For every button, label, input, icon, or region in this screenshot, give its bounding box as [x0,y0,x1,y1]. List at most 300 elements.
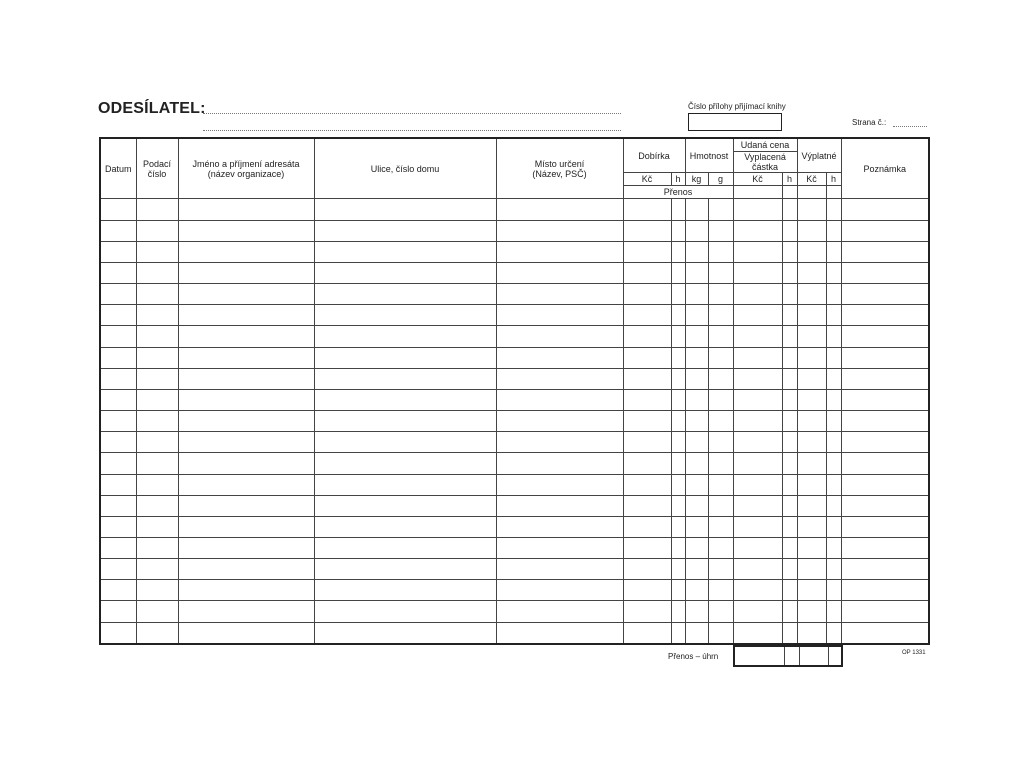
table-cell[interactable] [136,368,178,389]
table-cell[interactable] [826,241,841,262]
table-cell[interactable] [797,262,826,283]
table-cell[interactable] [797,474,826,495]
table-cell[interactable] [708,220,733,241]
table-cell[interactable] [314,601,496,622]
table-cell[interactable] [671,495,685,516]
table-cell[interactable] [782,199,797,220]
table-cell[interactable] [826,432,841,453]
table-cell[interactable] [314,537,496,558]
table-cell[interactable] [685,241,708,262]
table-cell[interactable] [100,220,136,241]
table-cell[interactable] [685,262,708,283]
table-cell[interactable] [314,347,496,368]
table-cell[interactable] [100,368,136,389]
table-cell[interactable] [178,559,314,580]
table-cell[interactable] [685,622,708,644]
table-cell[interactable] [826,305,841,326]
table-cell[interactable] [496,474,623,495]
table-cell[interactable] [623,262,671,283]
table-cell[interactable] [841,220,929,241]
table-cell[interactable] [178,622,314,644]
table-cell[interactable] [671,580,685,601]
table-cell[interactable] [623,347,671,368]
table-cell[interactable] [782,516,797,537]
table-cell[interactable] [708,305,733,326]
table-cell[interactable] [733,368,782,389]
table-cell[interactable] [733,220,782,241]
attachment-number-field[interactable] [688,113,782,131]
table-cell[interactable] [797,559,826,580]
table-cell[interactable] [826,453,841,474]
table-cell[interactable] [314,368,496,389]
table-cell[interactable] [178,241,314,262]
table-cell[interactable] [496,305,623,326]
table-cell[interactable] [496,220,623,241]
table-cell[interactable] [623,622,671,644]
table-cell[interactable] [782,389,797,410]
table-cell[interactable] [136,220,178,241]
table-cell[interactable] [826,220,841,241]
table-cell[interactable] [685,580,708,601]
table-cell[interactable] [623,516,671,537]
table-cell[interactable] [826,516,841,537]
table-cell[interactable] [623,601,671,622]
table-cell[interactable] [733,453,782,474]
table-cell[interactable] [685,220,708,241]
table-cell[interactable] [841,389,929,410]
table-cell[interactable] [685,537,708,558]
table-cell[interactable] [100,199,136,220]
table-cell[interactable] [782,305,797,326]
table-cell[interactable] [708,262,733,283]
table-cell[interactable] [685,326,708,347]
table-cell[interactable] [782,368,797,389]
table-cell[interactable] [496,537,623,558]
table-cell[interactable] [623,241,671,262]
table-cell[interactable] [733,432,782,453]
table-cell[interactable] [100,559,136,580]
table-cell[interactable] [685,495,708,516]
table-cell[interactable] [733,284,782,305]
table-cell[interactable] [797,347,826,368]
table-cell[interactable] [178,199,314,220]
table-cell[interactable] [685,305,708,326]
table-cell[interactable] [496,432,623,453]
table-cell[interactable] [826,580,841,601]
table-cell[interactable] [782,580,797,601]
table-cell[interactable] [100,537,136,558]
table-cell[interactable] [797,453,826,474]
table-cell[interactable] [314,559,496,580]
table-cell[interactable] [314,474,496,495]
table-cell[interactable] [841,199,929,220]
table-cell[interactable] [100,601,136,622]
table-cell[interactable] [623,411,671,432]
table-cell[interactable] [782,495,797,516]
table-cell[interactable] [136,559,178,580]
table-cell[interactable] [100,580,136,601]
carry-forward-cell[interactable] [797,186,826,199]
table-cell[interactable] [496,601,623,622]
table-cell[interactable] [100,389,136,410]
table-cell[interactable] [178,284,314,305]
table-cell[interactable] [314,580,496,601]
table-cell[interactable] [623,368,671,389]
table-cell[interactable] [685,368,708,389]
table-cell[interactable] [496,580,623,601]
table-cell[interactable] [178,326,314,347]
table-cell[interactable] [797,411,826,432]
table-cell[interactable] [782,432,797,453]
table-cell[interactable] [671,199,685,220]
table-cell[interactable] [314,284,496,305]
table-cell[interactable] [782,220,797,241]
table-cell[interactable] [826,262,841,283]
table-cell[interactable] [685,199,708,220]
table-cell[interactable] [826,347,841,368]
table-cell[interactable] [797,495,826,516]
table-cell[interactable] [841,580,929,601]
table-cell[interactable] [100,284,136,305]
table-cell[interactable] [671,220,685,241]
table-cell[interactable] [178,537,314,558]
table-cell[interactable] [136,326,178,347]
table-cell[interactable] [136,537,178,558]
table-cell[interactable] [671,559,685,580]
table-cell[interactable] [782,474,797,495]
table-cell[interactable] [797,326,826,347]
table-cell[interactable] [841,432,929,453]
table-cell[interactable] [671,537,685,558]
table-cell[interactable] [178,347,314,368]
table-cell[interactable] [782,262,797,283]
table-cell[interactable] [797,537,826,558]
table-cell[interactable] [100,453,136,474]
table-cell[interactable] [623,199,671,220]
table-cell[interactable] [685,601,708,622]
table-cell[interactable] [841,474,929,495]
table-cell[interactable] [685,411,708,432]
carry-forward-cell[interactable] [733,186,782,199]
table-cell[interactable] [136,432,178,453]
table-cell[interactable] [708,432,733,453]
table-cell[interactable] [623,326,671,347]
table-cell[interactable] [314,622,496,644]
table-cell[interactable] [496,495,623,516]
table-cell[interactable] [178,580,314,601]
table-cell[interactable] [623,580,671,601]
table-cell[interactable] [671,326,685,347]
table-cell[interactable] [671,432,685,453]
table-cell[interactable] [708,537,733,558]
table-cell[interactable] [826,284,841,305]
table-cell[interactable] [797,199,826,220]
table-cell[interactable] [623,432,671,453]
table-cell[interactable] [178,453,314,474]
sender-line-2[interactable] [203,130,621,131]
table-cell[interactable] [841,559,929,580]
table-cell[interactable] [733,495,782,516]
table-cell[interactable] [797,601,826,622]
table-cell[interactable] [623,495,671,516]
table-cell[interactable] [178,432,314,453]
sender-line-1[interactable] [203,113,621,114]
carry-forward-cell[interactable] [782,186,797,199]
table-cell[interactable] [841,453,929,474]
table-cell[interactable] [733,411,782,432]
table-cell[interactable] [136,474,178,495]
table-cell[interactable] [496,453,623,474]
table-cell[interactable] [136,199,178,220]
table-cell[interactable] [136,495,178,516]
table-cell[interactable] [797,580,826,601]
table-cell[interactable] [685,432,708,453]
table-cell[interactable] [623,389,671,410]
table-cell[interactable] [708,389,733,410]
table-cell[interactable] [496,199,623,220]
table-cell[interactable] [178,516,314,537]
table-cell[interactable] [671,622,685,644]
table-cell[interactable] [841,622,929,644]
table-cell[interactable] [623,537,671,558]
table-cell[interactable] [708,601,733,622]
table-cell[interactable] [314,453,496,474]
table-cell[interactable] [733,474,782,495]
table-cell[interactable] [733,305,782,326]
table-cell[interactable] [671,262,685,283]
table-cell[interactable] [782,453,797,474]
table-cell[interactable] [797,305,826,326]
table-cell[interactable] [708,495,733,516]
table-cell[interactable] [136,411,178,432]
table-cell[interactable] [100,516,136,537]
table-cell[interactable] [708,368,733,389]
table-cell[interactable] [797,220,826,241]
table-cell[interactable] [826,389,841,410]
table-cell[interactable] [797,389,826,410]
table-cell[interactable] [826,474,841,495]
table-cell[interactable] [685,559,708,580]
table-cell[interactable] [782,559,797,580]
table-cell[interactable] [136,347,178,368]
table-cell[interactable] [623,305,671,326]
table-cell[interactable] [826,622,841,644]
table-cell[interactable] [685,474,708,495]
table-cell[interactable] [671,411,685,432]
table-cell[interactable] [733,559,782,580]
table-cell[interactable] [671,601,685,622]
table-cell[interactable] [797,516,826,537]
table-cell[interactable] [136,601,178,622]
table-cell[interactable] [841,495,929,516]
table-cell[interactable] [733,601,782,622]
table-cell[interactable] [685,516,708,537]
table-cell[interactable] [136,262,178,283]
table-cell[interactable] [708,622,733,644]
table-cell[interactable] [708,559,733,580]
table-cell[interactable] [841,537,929,558]
table-cell[interactable] [797,241,826,262]
table-cell[interactable] [671,305,685,326]
table-cell[interactable] [685,389,708,410]
table-cell[interactable] [496,559,623,580]
table-cell[interactable] [733,622,782,644]
table-cell[interactable] [782,347,797,368]
table-cell[interactable] [826,601,841,622]
table-cell[interactable] [314,411,496,432]
table-cell[interactable] [496,516,623,537]
table-cell[interactable] [671,453,685,474]
table-cell[interactable] [841,305,929,326]
table-cell[interactable] [841,326,929,347]
table-cell[interactable] [671,368,685,389]
table-cell[interactable] [733,241,782,262]
table-cell[interactable] [178,389,314,410]
table-cell[interactable] [314,220,496,241]
table-cell[interactable] [782,326,797,347]
table-cell[interactable] [136,241,178,262]
table-cell[interactable] [136,580,178,601]
table-cell[interactable] [685,347,708,368]
table-cell[interactable] [826,537,841,558]
table-cell[interactable] [671,347,685,368]
table-cell[interactable] [782,241,797,262]
table-cell[interactable] [314,262,496,283]
table-cell[interactable] [100,411,136,432]
table-cell[interactable] [496,347,623,368]
table-cell[interactable] [708,411,733,432]
carry-total-box[interactable] [733,645,843,667]
table-cell[interactable] [797,432,826,453]
table-cell[interactable] [314,389,496,410]
table-cell[interactable] [671,474,685,495]
table-cell[interactable] [100,262,136,283]
table-cell[interactable] [685,453,708,474]
table-cell[interactable] [178,305,314,326]
table-cell[interactable] [733,537,782,558]
table-cell[interactable] [733,199,782,220]
table-cell[interactable] [496,284,623,305]
table-cell[interactable] [100,326,136,347]
table-cell[interactable] [708,516,733,537]
table-cell[interactable] [841,368,929,389]
table-cell[interactable] [797,284,826,305]
table-cell[interactable] [826,495,841,516]
table-cell[interactable] [708,241,733,262]
table-cell[interactable] [841,284,929,305]
table-cell[interactable] [708,284,733,305]
table-cell[interactable] [797,368,826,389]
table-cell[interactable] [841,411,929,432]
table-cell[interactable] [496,241,623,262]
carry-forward-cell[interactable] [826,186,841,199]
table-cell[interactable] [314,516,496,537]
table-cell[interactable] [826,559,841,580]
table-cell[interactable] [671,241,685,262]
table-cell[interactable] [100,305,136,326]
table-cell[interactable] [826,199,841,220]
table-cell[interactable] [826,368,841,389]
table-cell[interactable] [733,389,782,410]
table-cell[interactable] [671,516,685,537]
table-cell[interactable] [100,474,136,495]
table-cell[interactable] [733,516,782,537]
table-cell[interactable] [100,495,136,516]
table-cell[interactable] [314,495,496,516]
table-cell[interactable] [841,347,929,368]
table-cell[interactable] [623,453,671,474]
table-cell[interactable] [100,347,136,368]
page-number-field[interactable] [893,126,927,127]
table-cell[interactable] [671,284,685,305]
table-cell[interactable] [623,559,671,580]
table-cell[interactable] [136,516,178,537]
table-cell[interactable] [733,326,782,347]
table-cell[interactable] [100,241,136,262]
table-cell[interactable] [841,262,929,283]
table-cell[interactable] [708,326,733,347]
table-cell[interactable] [178,411,314,432]
table-cell[interactable] [100,622,136,644]
table-cell[interactable] [136,305,178,326]
table-cell[interactable] [314,326,496,347]
table-cell[interactable] [178,474,314,495]
table-cell[interactable] [496,622,623,644]
table-cell[interactable] [178,262,314,283]
table-cell[interactable] [314,305,496,326]
table-cell[interactable] [623,220,671,241]
table-cell[interactable] [708,474,733,495]
table-cell[interactable] [826,411,841,432]
table-cell[interactable] [841,516,929,537]
table-cell[interactable] [841,601,929,622]
table-cell[interactable] [496,368,623,389]
table-cell[interactable] [136,284,178,305]
table-cell[interactable] [496,262,623,283]
table-cell[interactable] [136,453,178,474]
table-cell[interactable] [314,432,496,453]
table-cell[interactable] [782,284,797,305]
table-cell[interactable] [708,453,733,474]
table-cell[interactable] [314,199,496,220]
table-cell[interactable] [178,495,314,516]
table-cell[interactable] [178,601,314,622]
table-cell[interactable] [178,220,314,241]
table-cell[interactable] [782,622,797,644]
table-cell[interactable] [841,241,929,262]
table-cell[interactable] [826,326,841,347]
table-cell[interactable] [100,432,136,453]
table-cell[interactable] [178,368,314,389]
table-cell[interactable] [314,241,496,262]
table-cell[interactable] [782,537,797,558]
table-cell[interactable] [671,389,685,410]
table-cell[interactable] [708,580,733,601]
table-cell[interactable] [623,474,671,495]
table-cell[interactable] [136,389,178,410]
table-cell[interactable] [136,622,178,644]
table-cell[interactable] [733,347,782,368]
table-cell[interactable] [496,326,623,347]
table-cell[interactable] [623,284,671,305]
table-cell[interactable] [782,601,797,622]
table-cell[interactable] [496,411,623,432]
table-cell[interactable] [733,262,782,283]
table-cell[interactable] [496,389,623,410]
table-cell[interactable] [733,580,782,601]
table-cell[interactable] [708,347,733,368]
table-cell[interactable] [708,199,733,220]
